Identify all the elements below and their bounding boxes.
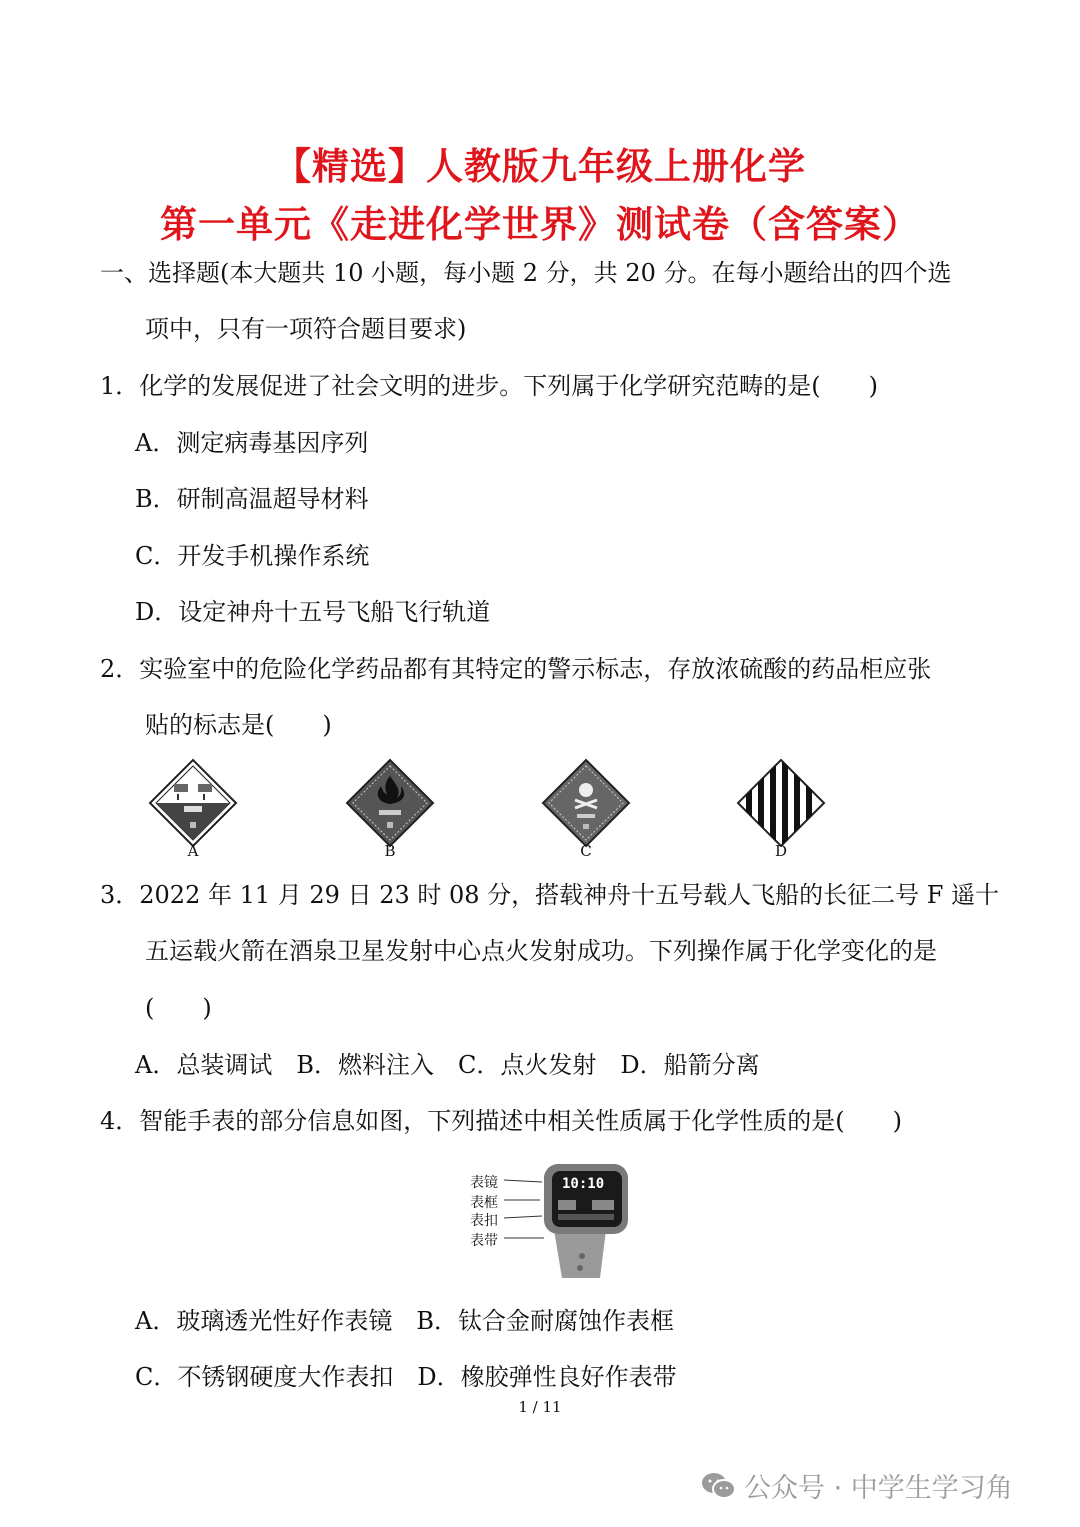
figure-label-a: A: [187, 842, 199, 860]
question-2-stem-cont: 贴的标志是( ): [145, 711, 332, 739]
question-4-options-row1: A．玻璃透光性好作表镜 B．钛合金耐腐蚀作表框: [135, 1307, 674, 1335]
question-4-options-row2: C．不锈钢硬度大作表扣 D．橡胶弹性良好作表带: [135, 1363, 677, 1391]
exam-title-line1: 【精选】人教版九年级上册化学: [274, 145, 806, 188]
watch-label-bezel: 表框: [470, 1195, 498, 1211]
question-2-stem: 2．实验室中的危险化学药品都有其特定的警示标志，存放浓硫酸的药品柜应张: [100, 655, 932, 683]
smartwatch-figure: [470, 1160, 630, 1280]
toxic-hazard-sign-icon: [541, 758, 631, 848]
flammable-hazard-sign-icon: [345, 758, 435, 848]
question-4-stem: 4．智能手表的部分信息如图，下列描述中相关性质属于化学性质的是( ): [100, 1107, 902, 1135]
watermark-text: 公众号 · 中学生学习角: [744, 1473, 1013, 1504]
wechat-icon: [700, 1471, 736, 1501]
section-heading-cont: 项中，只有一项符合题目要求): [145, 315, 467, 343]
figure-label-c: C: [580, 842, 592, 860]
corrosive-hazard-sign-icon: [148, 758, 238, 848]
figure-label-b: B: [384, 842, 396, 860]
question-1-stem: 1．化学的发展促进了社会文明的进步。下列属于化学研究范畴的是( ): [100, 372, 878, 400]
question-1-option-a: A．测定病毒基因序列: [135, 429, 369, 457]
watch-time-display: 10:10: [562, 1176, 605, 1192]
question-1-option-d: D．设定神舟十五号飞船飞行轨道: [135, 598, 491, 626]
figure-label-d: D: [774, 842, 788, 860]
question-3-answer-blank: ( ): [145, 994, 212, 1022]
page-number: 1 / 11: [518, 1398, 562, 1416]
question-3-stem-cont: 五运载火箭在酒泉卫星发射中心点火发射成功。下列操作属于化学变化的是: [145, 937, 937, 965]
section-heading: 一、选择题(本大题共 10 小题，每小题 2 分，共 20 分。在每小题给出的四个选: [100, 259, 952, 287]
watch-label-clasp: 表扣: [470, 1213, 498, 1229]
watermark: [700, 1466, 1013, 1505]
exam-title-line2: 第一单元《走进化学世界》测试卷（含答案）: [160, 203, 920, 246]
miscellaneous-hazard-sign-icon: [736, 758, 826, 848]
question-1-option-c: C．开发手机操作系统: [135, 542, 370, 570]
watch-label-lens: 表镜: [470, 1175, 498, 1191]
watch-label-strap: 表带: [470, 1233, 498, 1249]
question-3-stem: 3．2022 年 11 月 29 日 23 时 08 分，搭载神舟十五号载人飞船的长征二号 F 遥十: [100, 881, 1000, 909]
question-3-options: A．总装调试 B．燃料注入 C．点火发射 D．船箭分离: [135, 1051, 760, 1079]
question-1-option-b: B．研制高温超导材料: [135, 485, 369, 513]
